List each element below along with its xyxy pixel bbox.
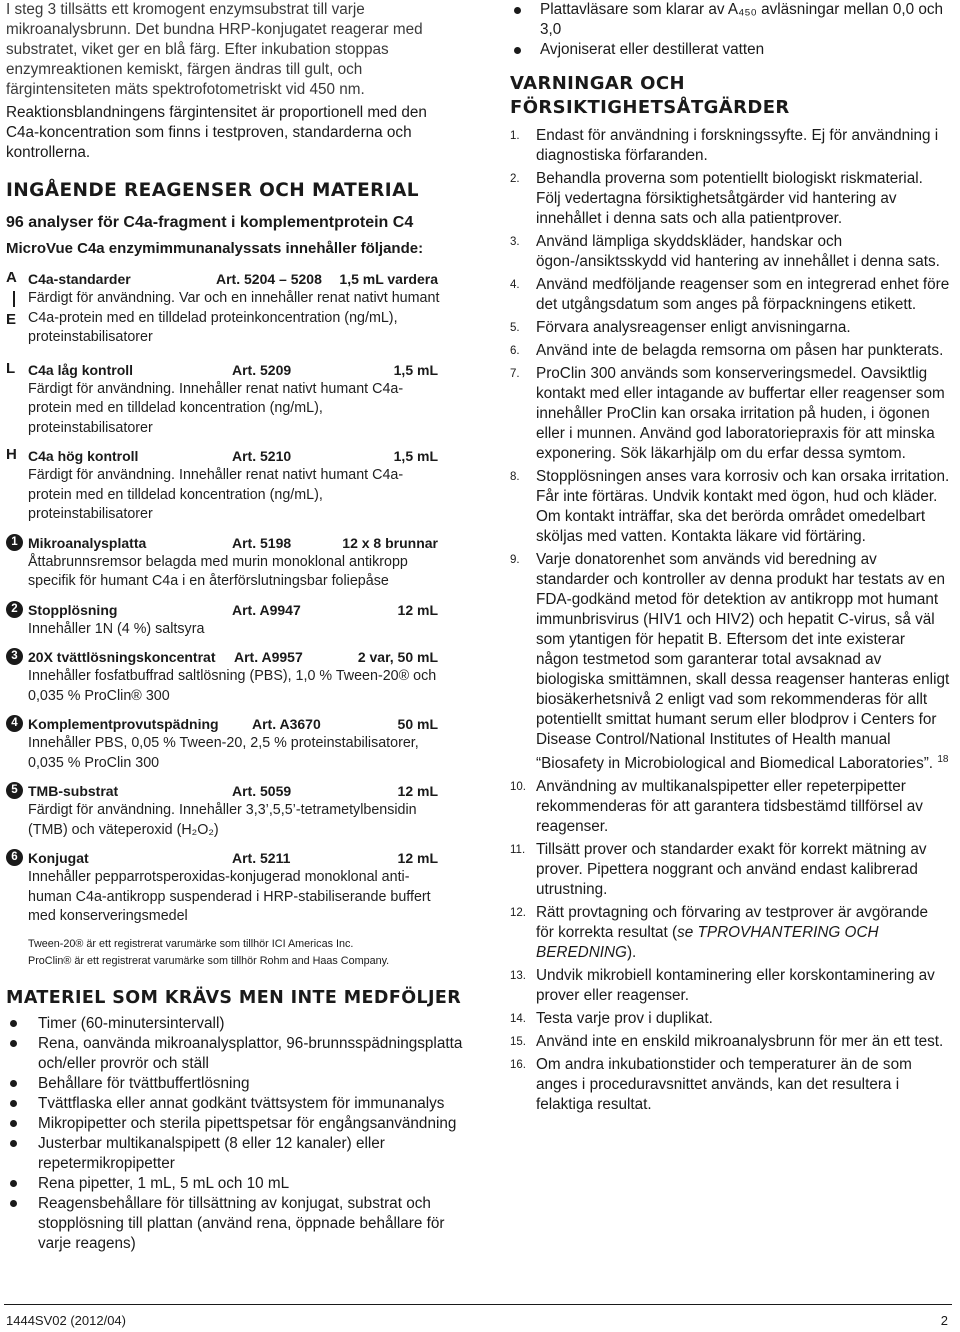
list-item: 11. Tillsätt prover och standarder exakt för korrekt mätning av prover. Pipettera noggrant och använd endast kalibrerad utrustning. [510,841,927,899]
reagent-description: Innehåller 1N (4 %) saltsyra [28,620,205,637]
reagent-item [6,533,464,592]
reagent-art: Art. A9947 [232,601,301,618]
reagent-description: Åttabrunnsremsor belagda med murin monoklonal antikropp specifik för humant C4a i en återförslutningsbar foliepåse [28,553,408,589]
reagent-qty: 12 mL [397,850,438,866]
reagent-description: Färdigt för användning. Innehåller renat nativt humant C4a-protein med en tilldelad koncentration (ng/mL), proteinstabilisatorer [28,467,404,522]
reagent-art: Art. 5211 [232,850,291,866]
reagent-item [6,647,464,706]
list-item: 15. Använd inte en enskild mikroanalysbrunn för mer än ett test. [510,1033,944,1051]
footer-rule [4,1304,952,1305]
list-item: Avjoniserat eller destillerat vatten [510,40,950,60]
reagents-subheading: 96 analyser för C4a-fragment i komplementprotein C4 [6,214,414,231]
page-footer [0,1304,960,1332]
reagent-item [6,360,464,439]
list-item: 1. Endast för användning i forskningssyfte. Ej för användning i diagnostiska förfaranden. [510,127,939,164]
reagent-description: Innehåller pepparrotsperoxidas-konjugerad monoklonal anti-human C4a-antikropp suspenderad i HRP-stabiliserande buffert med konserveringsmedel [28,869,431,924]
reagent-qty: 50 mL [397,716,438,732]
reagent-name: Mikroanalysplatta [28,534,147,551]
reagent-art: Art. A3670 [252,716,321,732]
list-item: 14. Testa varje prov i duplikat. [510,1010,713,1028]
list-item: 10. Användning av multikanalspipetter eller repeterpipetter rekommenderas för att garantera tidsbestämd tillförsel av reagenser. [510,778,923,836]
reagents-heading: INGÅENDE REAGENSER OCH MATERIAL [6,180,419,201]
intro-paragraph-2: Reaktionsblandningens färgintensitet är proportionell med den C4a-koncentration som finns i testproven, standarderna och kontrollerna. [6,104,427,161]
reagents-contents-line: MicroVue C4a enzymimmunanalyssats innehåller följande: [6,240,424,257]
list-item: Timer (60-minutersintervall) [6,1014,464,1034]
reagent-item [6,714,464,773]
reagent-qty: 12 mL [397,783,438,799]
footnote-proclin: ProClin® är ett registrerat varumärke som tillhör Rohm and Haas Company. [28,954,390,967]
warnings-list [510,126,950,1115]
reagent-name: C4a låg kontroll [28,361,134,378]
reagent-qty: 12 mL [397,601,438,618]
list-item: Behållare för tvättbuffertlösning [6,1074,464,1094]
reagent-item [6,848,464,927]
reagent-marker: L [6,359,16,377]
reagent-name: Komplementprovutspädning [28,716,219,732]
list-item: 12. Rätt provtagning och förvaring av testprover är avgörande för korrekta resultat (se TPROVHANTERING OCH BEREDNING). [510,904,928,962]
reagent-art: Art. 5209 [232,361,292,378]
list-item: Plattavläsare som klarar av A₄₅₀ avläsningar mellan 0,0 och 3,0 [510,0,950,40]
reagent-name: Stopplösning [28,601,118,618]
reagent-number-icon: 3 [6,648,23,665]
right-column [510,0,950,1115]
list-item: Rena pipetter, 1 mL, 5 mL och 10 mL [6,1174,464,1194]
footnote-tween: Tween-20® är ett registrerat varumärke som tillhör ICI Americas Inc. [28,937,354,950]
materials-heading: MATERIEL SOM KRÄVS MEN INTE MEDFÖLJER [6,987,462,1008]
reagent-item [6,600,464,640]
reagent-qty: 1,5 mL [393,361,438,378]
materials-list-continued [510,0,950,60]
list-item: 7. ProClin 300 används som konserveringsmedel. Oavsiktlig kontakt med eller intagande av buffertar eller reagenser som innehåller ProClin kan orsaka irritation på huden, i ögonen eller i munnen. Använd god laboratoriepraxis för att minska exponering. Sök läkarhjälp om du erfar dessa symtom. [510,365,945,462]
left-column [6,0,464,1254]
list-item: 13. Undvik mikrobiell kontaminering eller korskontaminering av prover eller reagenser. [510,967,935,1005]
list-item: Reagensbehållare för tillsättning av konjugat, substrat och stopplösning till plattan (använd rena, öppnade behållare för varje reagens) [6,1194,464,1254]
reagent-number-icon: 6 [6,849,23,866]
reagent-number-icon: 2 [6,601,23,618]
reagent-description: Färdigt för användning. Innehåller renat nativt humant C4a-protein med en tilldelad koncentration (ng/mL), proteinstabilisatorer [28,380,404,436]
list-item: Justerbar multikanalspipett (8 eller 12 kanaler) eller repetermikropipetter [6,1134,464,1174]
reagent-item [6,781,464,840]
list-item: Mikropipetter och sterila pipettspetsar för engångsanvändning [6,1114,464,1134]
list-item: Tvättflaska eller annat godkänt tvättsystem för immunanalys [6,1094,464,1114]
reagent-number-icon: 4 [6,715,23,732]
list-item: 4. Använd medföljande reagenser som en integrerad enhet före det utgångsdatum som anges på förpackningens etikett. [510,276,950,313]
reagent-qty: 12 x 8 brunnar [342,534,438,551]
reagent-art: Art. 5210 [232,448,292,464]
reagent-qty: 2 var, 50 mL [357,649,438,665]
reagent-art: Art. 5059 [232,783,292,799]
materials-list [6,1014,464,1254]
list-item: 16. Om andra inkubationstider och temperaturer än de som anges i proceduravsnittet används, kan det resultera i felaktiga resultat. [510,1056,912,1114]
reagent-art: Art. A9957 [234,649,303,665]
reference-superscript: 18 [937,754,949,765]
reagent-name: 20X tvättlösningskoncentrat [28,649,216,665]
list-item: 6. Använd inte de belagda remsorna om påsen har punkterats. [510,342,944,359]
list-item: 8. Stopplösningen anses vara korrosiv och kan orsaka irritation. Får inte förtäras. Undvik kontakt med ögon, hud och kläder. Om kontakt inträffar, ska det berörda området omedelbart sköljas med vatten. Kontakta läkare vid förtäring. [510,468,950,545]
reagent-art: Art. 5204 – 5208 [216,271,322,287]
reagent-description: Innehåller PBS, 0,05 % Tween-20, 2,5 % proteinstabilisatorer, 0,035 % ProClin 300 [28,735,419,771]
reagent-name: Konjugat [28,850,89,866]
reagent-name: TMB-substrat [28,783,119,799]
reagent-art: Art. 5198 [232,534,292,551]
reagent-name: C4a-standarder [28,271,131,287]
list-item: 9. Varje donatorenhet som används vid beredning av standarder och kontroller av denna produkt har testats av en FDA-godkänd metod för detektion av antikropp mot humant immunbrisvirus (HIV1 och HIV2) och hepatit C-virus, så väl som ytantigen för hepatit B. Eftersom det inte existerar någon testmetod som garanterar total avsaknad av biologiska smittämnen, skall dessa reagenser hanteras enligt biosäkerhetsnivå 2 enligt vad som rekommenderas för allt potentiellt smittat humant serum eller blodprov i Centers for Disease Control/National Institutes of Health manual “Biosafety in Microbiological and Biomedical Laboratories”. $^{18}$ [510,551,950,773]
reagent-number-icon: 1 [6,534,23,551]
list-item: Rena, oanvända mikroanalysplattor, 96-brunnsspädningsplatta och/eller provrör och ställ [6,1034,464,1074]
reagent-marker: H [6,446,17,463]
reagent-qty: 1,5 mL vardera [339,271,438,287]
reagent-name: C4a hög kontroll [28,448,139,464]
reagent-qty: 1,5 mL [393,448,438,464]
reagent-description: Färdigt för användning. Var och en innehåller renat nativt humant C4a-protein med en tilldelad proteinkoncentration (ng/mL), proteinstabilisatorer [28,290,440,345]
reagent-item: A E C4a-standarder Art. 5204 – 5208 1,5 mL vardera Färdigt för användning. Var och en innehåller renat nativt humant C4a-protein med en tilldelad proteinkoncentration (ng/mL), proteinstabilisatorer [6,269,464,348]
list-item: 2. Behandla proverna som potentiellt biologiskt riskmaterial. Följ vedertagna försiktighetsåtgärder vid hantering av innehållet i denna sats och alla patientprover. [510,170,923,227]
reagent-item [6,446,464,525]
warnings-heading: VARNINGAR OCH FÖRSIKTIGHETSÅTGÄRDER [510,73,790,118]
page-number: 2 [940,1313,948,1328]
intro-paragraph-1: I steg 3 tillsätts ett kromogent enzymsubstrat till varje mikroanalysbrunn. Det bundna HRP-konjugatet reagerar med substratet, viket ger en blå färg. Efter inkubation stoppas enzymreaktionen kemiskt, färgen ändras till gult, och färgintensiteten mäts spektrofotometriskt vid 450 nm. [6,1,423,98]
reagent-number-icon: 5 [6,782,23,799]
document-code: 1444SV02 (2012/04) [6,1313,126,1328]
reagent-description: Färdigt för användning. Innehåller 3,3’,5,5’-tetrametylbensidin (TMB) och väteperoxid (H₂O₂) [28,802,417,838]
reagent-description: Innehåller fosfatbuffrad saltlösning (PBS), 1,0 % Tween-20® och 0,035 % ProClin® 300 [28,668,437,704]
list-item: 5. Förvara analysreagenser enligt anvisningarna. [510,319,851,336]
list-item: 3. Använd lämpliga skyddskläder, handskar och ögon-/ansiktsskydd vid hantering av innehållet i denna sats. [510,233,940,270]
